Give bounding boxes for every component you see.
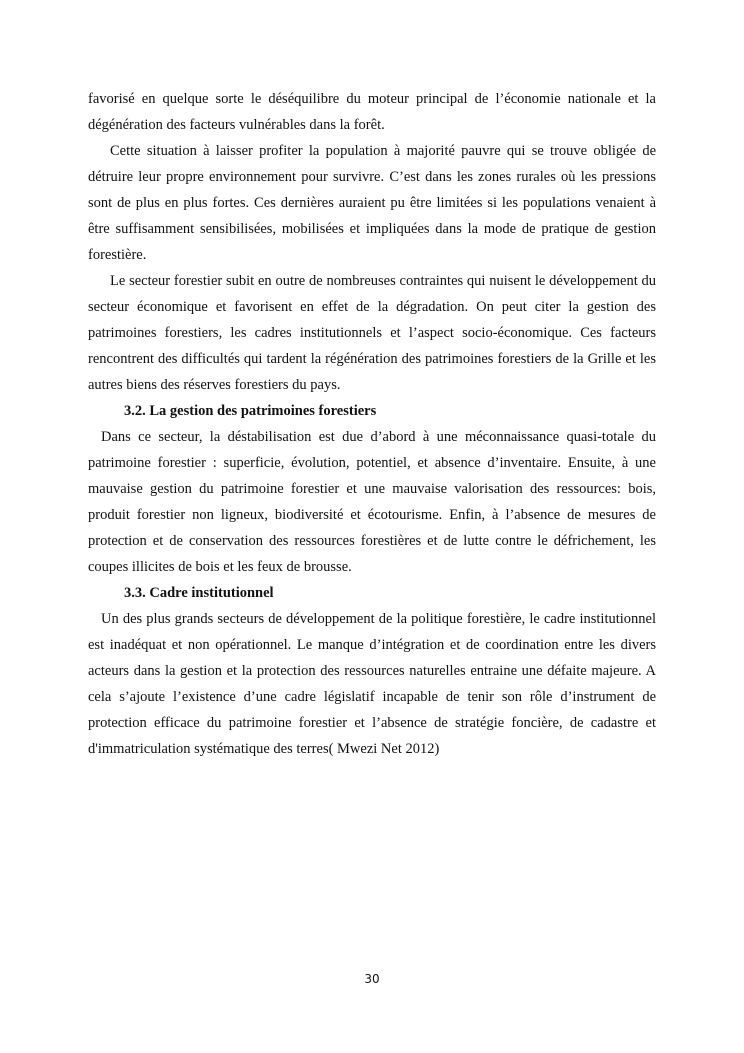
- paragraph-intro-continuation: favorisé en quelque sorte le déséquilibre du moteur principal de l’économie nationale et la dégénération des facteurs vulnérables dans la forêt.: [88, 91, 656, 133]
- paragraph-patrimoine-management: Dans ce secteur, la déstabilisation est due d’abord à une méconnaissance quasi-totale du patrimoine forestier : superficie, évolution, potentiel, et absence d’inventaire. Ensuite, à une mauvaise gestion du patrimoine forestier et une mauvaise valorisation des ressources: bois, produit forestier non ligneux, biodiversité et écotourisme. Enfin, à l’absence de mesures de protection et de conservation des ressources forestières et de lutte contre le défrichement, les coupes illicites de bois et les feux de brousse.: [88, 429, 656, 575]
- page-number: 30: [364, 972, 380, 986]
- section-heading-patrimoines: 3.2. La gestion des patrimoines forestiers: [124, 403, 377, 419]
- page-body: [88, 86, 656, 762]
- paragraph-population-situation: Cette situation à laisser profiter la population à majorité pauvre qui se trouve obligée de détruire leur propre environnement pour survivre. C’est dans les zones rurales où les pressions sont de plus en plus fortes. Ces dernières auraient pu être limitées si les populations venaient à être suffisamment sensibilisées, mobilisées et impliquées dans la mode de pratique de gestion forestière.: [88, 143, 656, 263]
- section-heading-cadre-institutionnel: 3.3. Cadre institutionnel: [124, 585, 274, 601]
- paragraph-forest-sector-constraints: Le secteur forestier subit en outre de nombreuses contraintes qui nuisent le développement du secteur économique et favorisent en effet de la dégradation. On peut citer la gestion des patrimoines forestiers, les cadres institutionnels et l’aspect socio-économique. Ces facteurs rencontrent des difficultés qui tardent la régénération des patrimoines forestiers de la Grille et les autres biens des réserves forestiers du pays.: [88, 273, 656, 393]
- paragraph-institutional-framework: Un des plus grands secteurs de développement de la politique forestière, le cadre institutionnel est inadéquat et non opérationnel. Le manque d’intégration et de coordination entre les divers acteurs dans la gestion et la protection des ressources naturelles entraine une défaite majeure. A cela s’ajoute l’existence d’une cadre législatif incapable de tenir son rôle d’instrument de protection efficace du patrimoine forestier et l’absence de stratégie foncière, de cadastre et d'immatriculation systématique des terres( Mwezi Net 2012): [88, 611, 656, 757]
